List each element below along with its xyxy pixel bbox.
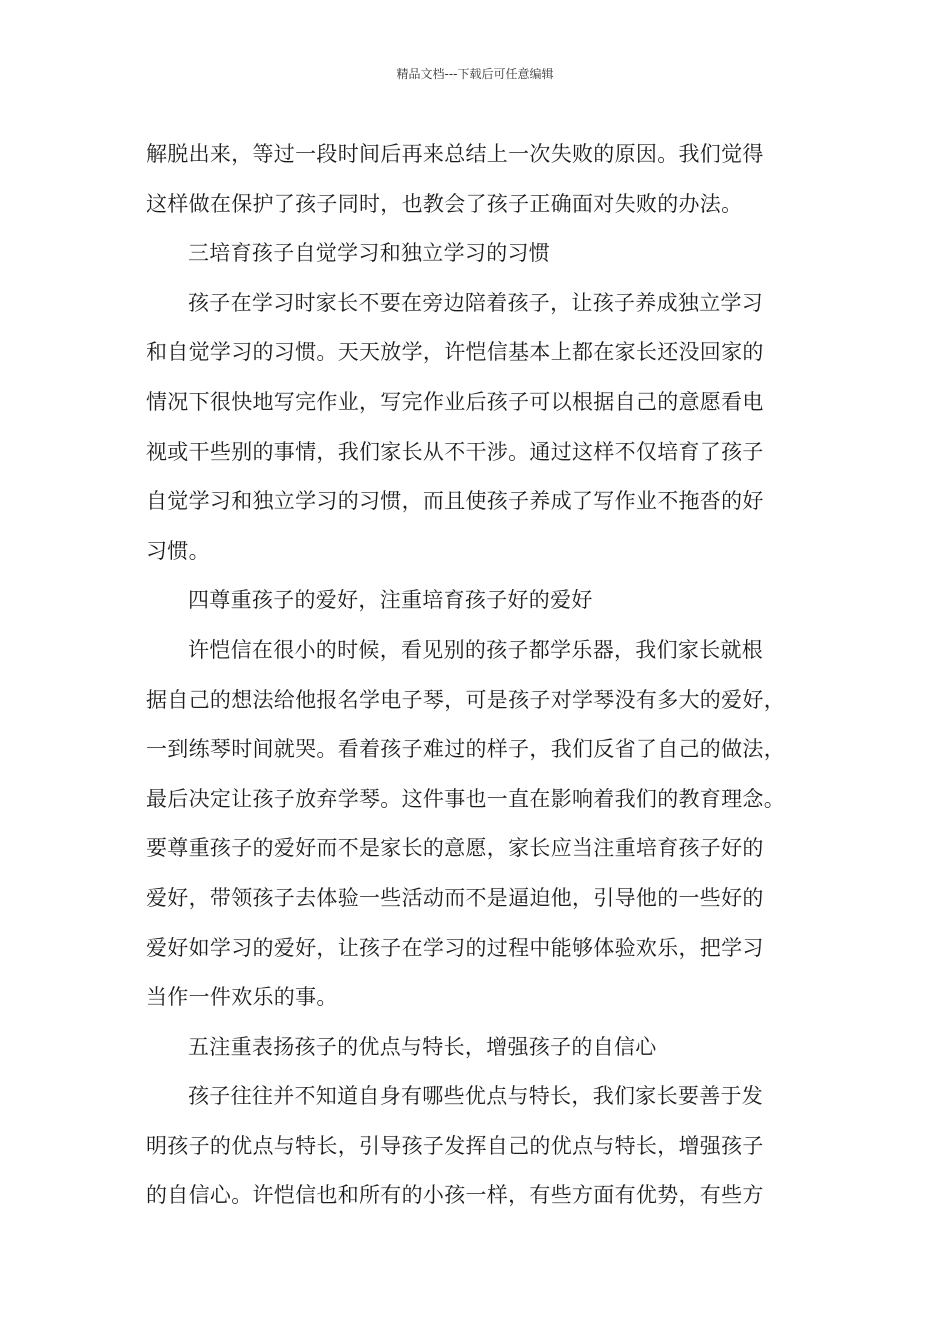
text-line: 明孩子的优点与特长，引导孩子发挥自己的优点与特长，增强孩子 [146, 1133, 764, 1158]
text-line: 的自信心。许恺信也和所有的小孩一样，有些方面有优势，有些方 [146, 1183, 764, 1208]
text-line: 自觉学习和独立学习的习惯，而且使孩子养成了写作业不拖沓的好 [146, 489, 764, 514]
text-line: 这样做在保护了孩子同时，也教会了孩子正确面对失败的办法。 [146, 191, 743, 216]
text-line: 一到练琴时间就哭。看着孩子难过的样子，我们反省了自己的做法， [146, 737, 785, 762]
text-line: 爱好，带领孩子去体验一些活动而不是逼迫他，引导他的一些好的 [146, 885, 764, 910]
text-line: 据自己的想法给他报名学电子琴，可是孩子对学琴没有多大的爱好， [146, 687, 785, 712]
page-header: 精品文档---下载后可任意编辑 [396, 67, 554, 81]
text-line: 孩子往往并不知道自身有哪些优点与特长，我们家长要善于发 [188, 1084, 764, 1109]
text-line: 许恺信在很小的时候，看见别的孩子都学乐器，我们家长就根 [188, 637, 764, 662]
text-line: 孩子在学习时家长不要在旁边陪着孩子，让孩子养成独立学习 [188, 290, 764, 315]
text-line: 习惯。 [146, 538, 210, 563]
text-line: 情况下很快地写完作业，写完作业后孩子可以根据自己的意愿看电 [146, 389, 764, 414]
text-line: 四尊重孩子的爱好，注重培育孩子好的爱好 [188, 588, 593, 613]
text-line: 视或干些别的事情，我们家长从不干涉。通过这样不仅培育了孩子 [146, 439, 764, 464]
text-line: 爱好如学习的爱好，让孩子在学习的过程中能够体验欢乐，把学习 [146, 935, 764, 960]
text-line: 五注重表扬孩子的优点与特长，增强孩子的自信心 [188, 1034, 657, 1059]
text-line: 和自觉学习的习惯。天天放学，许恺信基本上都在家长还没回家的 [146, 340, 764, 365]
document-body [146, 130, 814, 1221]
text-line: 三培育孩子自觉学习和独立学习的习惯 [188, 241, 551, 266]
text-line: 最后决定让孩子放弃学琴。这件事也一直在影响着我们的教育理念。 [146, 786, 785, 811]
text-line: 解脱出来，等过一段时间后再来总结上一次失败的原因。我们觉得 [146, 142, 764, 166]
text-line: 当作一件欢乐的事。 [146, 985, 338, 1010]
text-line: 要尊重孩子的爱好而不是家长的意愿，家长应当注重培育孩子好的 [146, 836, 764, 861]
